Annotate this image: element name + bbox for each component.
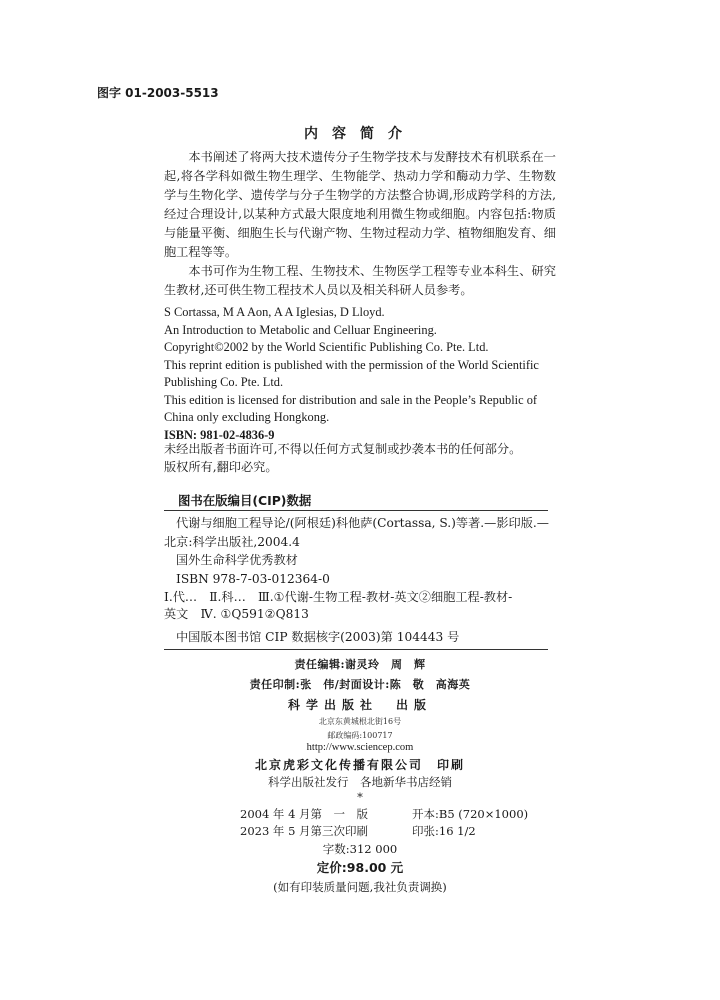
classification	[164, 589, 552, 623]
editor-credit: 责任编辑:谢灵玲 周 辉	[294, 658, 426, 671]
cip-record	[164, 514, 552, 588]
license-line-2: China only excluding Hongkong.	[164, 410, 330, 424]
summary-paragraph-1: 本书阐述了将两大技术遗传分子生物学技术与发酵技术有机联系在一起,将各学科如微生物生理学、生物能学、热动力学和酶动力学、生物数学与生物化学、遗传学与分子生物学的方法整合协调,形成跨学科的方法,经过合理设计,以某种方式最大限度地利用微生物或细胞。内容包括:物质与能量平衡、细胞生长与代谢产物、生物过程动力学、植物细胞发育、细胞工程等等。	[164, 150, 556, 259]
edition-row	[240, 806, 529, 822]
publisher: 科学出版社 出版	[287, 698, 432, 712]
english-copyright-block	[164, 304, 556, 444]
quality-notice: (如有印装质量问题,我社负责调换)	[273, 880, 447, 894]
printing: 2023 年 5 月第三次印刷	[240, 824, 369, 838]
license-line-1: This edition is licensed for distribution and sale in the People’s Republic of	[164, 392, 538, 407]
distribution: 科学出版社发行 各地新华书店经销	[268, 775, 452, 789]
cip-line-2: 北京:科学出版社,2004.4	[164, 534, 300, 549]
copyright-line: Copyright©2002 by the World Scientific Publishing Co. Pte. Ltd.	[164, 340, 489, 354]
divider	[164, 510, 548, 511]
reprint-line-2: Publishing Co. Pte. Ltd.	[164, 375, 284, 389]
book-title-line: An Introduction to Metabolic and Celluar Engineering.	[164, 322, 437, 337]
rights-notice-line-1: 未经出版者书面许可,不得以任何方式复制或抄袭本书的任何部分。	[164, 442, 522, 456]
classification-line-1: Ⅰ.代… Ⅱ.科… Ⅲ.①代谢-生物工程-教材-英文②细胞工程-教材-	[164, 590, 513, 604]
summary-title: 内容简介	[304, 126, 416, 142]
reprint-line-1: This reprint edition is published with the permission of the World Scientific	[164, 357, 539, 372]
cip-line-1: 代谢与细胞工程导论/(阿根廷)科他萨(Cortassa, S.)等著.—影印版.—	[176, 516, 549, 530]
cip-line-3: 国外生命科学优秀教材	[176, 553, 298, 567]
registration-number: 图字 01-2003-5513	[97, 86, 219, 100]
authors-line: S Cortassa, M A Aon, A A Iglesias, D Lloyd.	[164, 305, 385, 319]
separator-star: *	[357, 790, 363, 804]
rights-notice	[164, 440, 521, 476]
printer: 北京虎彩文化传播有限公司 印刷	[254, 758, 465, 772]
price: 定价:98.00 元	[316, 860, 404, 875]
word-count: 字数:312 000	[322, 842, 398, 856]
sheets: 印张:16 1/2	[412, 824, 476, 838]
classification-line-2: 英文 Ⅳ. ①Q591②Q813	[164, 607, 309, 621]
divider	[164, 649, 548, 650]
publisher-address: 北京东黄城根北街16号	[318, 717, 402, 726]
edition: 2004 年 4 月第 一 版	[240, 807, 369, 821]
printing-row	[240, 823, 476, 839]
format: 开本:B5 (720×1000)	[412, 807, 529, 821]
summary-paragraph-2: 本书可作为生物工程、生物技术、生物医学工程等专业本科生、研究生教材,还可供生物工程技术人员以及相关科研人员参考。	[164, 264, 556, 297]
rights-notice-line-2: 版权所有,翻印必究。	[164, 460, 278, 474]
isbn-line: ISBN: 981-02-4836-9	[164, 427, 275, 442]
cip-heading: 图书在版编目(CIP)数据	[178, 493, 312, 508]
print-design-credit: 责任印制:张 伟/封面设计:陈 敬 高海英	[249, 678, 471, 691]
publisher-url: http://www.sciencep.com	[306, 742, 414, 753]
summary-text	[164, 148, 556, 300]
cip-line-4: ISBN 978-7-03-012364-0	[176, 571, 330, 586]
cip-number: 中国版本图书馆 CIP 数据核字(2003)第 104443 号	[176, 630, 460, 644]
postcode: 邮政编码:100717	[327, 731, 393, 740]
